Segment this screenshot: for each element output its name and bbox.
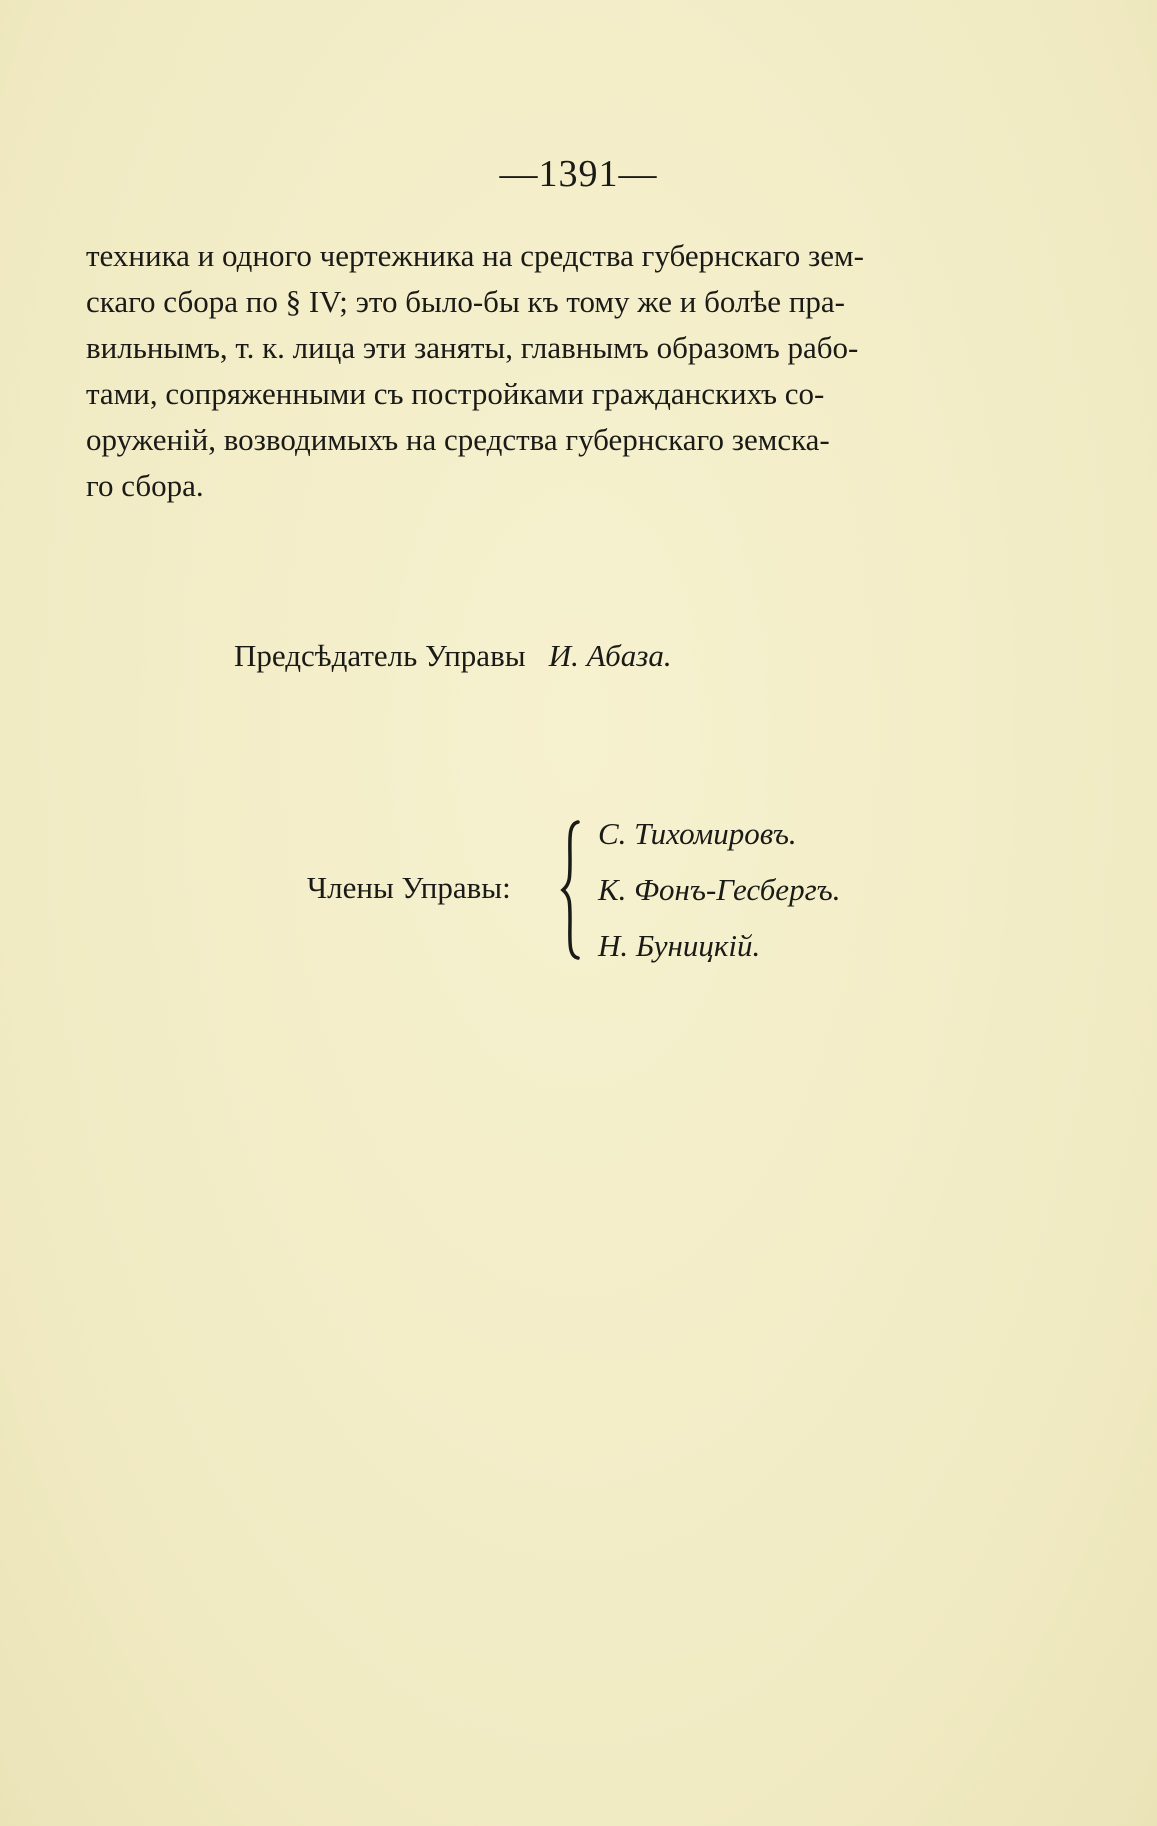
paragraph-line: техника и одного чертежника на средства губернскаго зем-: [86, 238, 864, 273]
chairman-signature: [234, 638, 672, 674]
body-paragraph: [86, 233, 1034, 509]
paragraph-line: оруженій, возводимыхъ на средства губернскаго земска-: [86, 422, 830, 457]
member-name: Н. Буницкій.: [598, 928, 761, 963]
paragraph-line: вильнымъ, т. к. лица эти заняты, главнымъ образомъ рабо-: [86, 330, 859, 365]
page-number: —1391—: [499, 153, 658, 195]
curly-brace-icon: [560, 820, 584, 960]
members-label: Члены Управы:: [307, 870, 511, 905]
member-name: С. Тихомировъ.: [598, 816, 797, 851]
paragraph-line: го сбора.: [86, 468, 204, 503]
paragraph-line: тами, сопряженными съ постройками гражданскихъ со-: [86, 376, 825, 411]
chairman-label: Предсѣдатель Управы: [234, 638, 526, 673]
chairman-name: И. Абаза.: [548, 638, 672, 673]
paragraph-line: скаго сбора по § IV; это было-бы къ тому же и болѣе пра-: [86, 284, 845, 319]
member-name: К. Фонъ-Гесбергъ.: [598, 872, 841, 907]
